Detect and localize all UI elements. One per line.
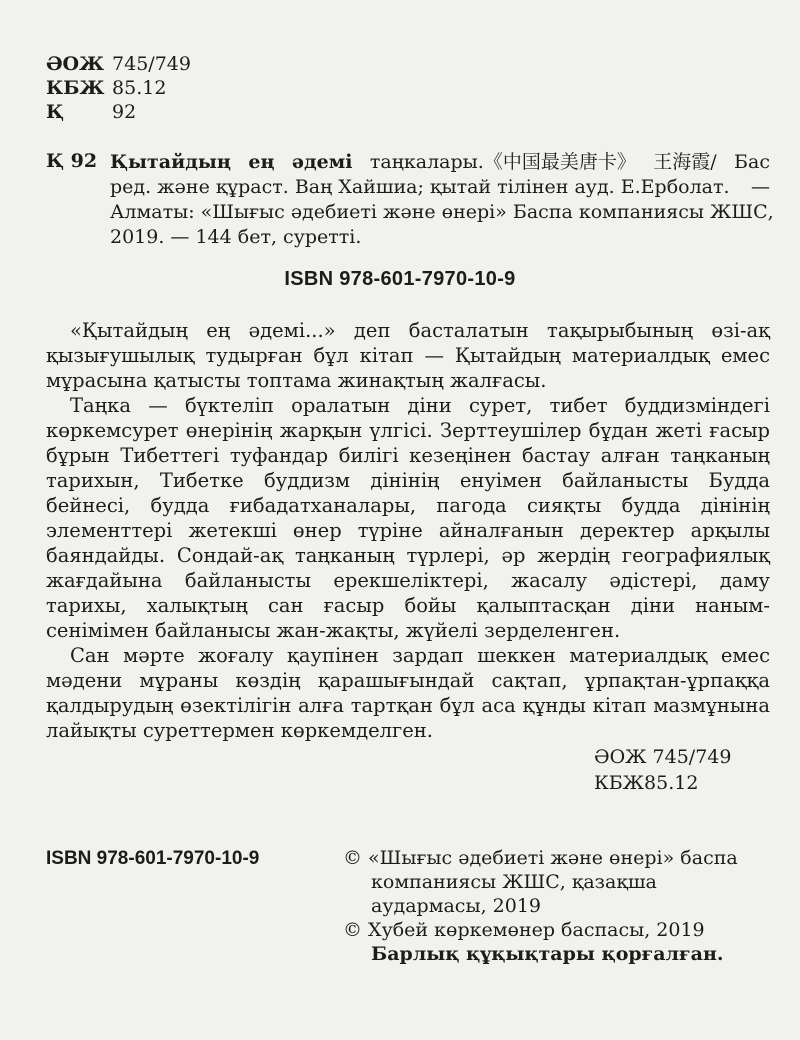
right-classification-codes <box>594 744 731 796</box>
isbn-main: ISBN 978-601-7970-10-9 <box>284 268 516 290</box>
copyright-line-1: © «Шығыс әдебиеті және өнері» баспа <box>343 847 738 869</box>
author-mark-row <box>46 100 191 124</box>
entry-line-2-text: ред. және құраст. Ваң Хайшиа; қытай тілінен ауд. Е.Ерболат. <box>110 176 730 198</box>
udk-row <box>46 52 191 76</box>
entry-title-word-2: ең <box>248 151 275 173</box>
rights-reserved: Барлық құқықтары қорғалған. <box>371 943 724 965</box>
udk-value: 745/749 <box>112 53 191 75</box>
entry-title-word-1: Қытайдың <box>110 151 231 173</box>
entry-line-3-text: Алматы: «Шығыс әдебиеті және өнері» Баспа компаниясы ЖШС, <box>110 201 774 223</box>
copyright-line-3: аудармасы, 2019 <box>371 895 541 917</box>
entry-line-1 <box>110 150 770 175</box>
entry-title-word-3: әдемі <box>291 151 353 173</box>
annotation-paragraph-3: Сан мәрте жоғалу қаупінен зардап шеккен материалдық емес мәдени мұраны көздің қарашығындай сақтап, ұрпақтан-ұрпаққа қалдырудың өзектілігін алға тартқан бұл аса құнды кітап мазмұнына лайықты суреттермен көркемделген. <box>46 644 770 742</box>
catalog-entry <box>110 150 774 250</box>
annotation-paragraph-2: Таңка — бүктеліп оралатын діни сурет, тибет буддизміндегі көркемсурет өнерінің жарқын үлгісі. Зерттеушілер бұдан жеті ғасыр бұрын Тибеттегі туфандар билігі кезеңінен бастау алған таңканың тарихын, Тибетке буддизм дінінің енуімен байланысты Будда бейнесі, будда ғибадатханалары, пагода сияқты будда дінінің элементтері жетекші өнер түріне айналғанын деректер арқылы баяндайды. Сондай-ақ таңканың түрлері, әр жердің географиялық жағдайына байланысты ерекшеліктері, жасалу әдістері, даму тарихы, халықтың сан ғасыр бойы қалыптасқан діни наным-сенімімен байланысы жан-жақты, жүйелі зерделенген. <box>46 394 770 642</box>
bbk-label: КБЖ <box>46 77 105 99</box>
bbk-value: 85.12 <box>112 77 167 99</box>
copyright-block <box>343 846 773 966</box>
udk-label: ӘОЖ <box>46 53 105 75</box>
entry-line-2 <box>110 175 770 200</box>
annotation-paragraph-1: «Қытайдың ең әдемі...» деп басталатын тақырыбының өзі-ақ қызығушылық тудырған бұл кітап — Қытайдың материалдық емес мұрасына қатысты топтама жинақтың жалғасы. <box>46 319 770 392</box>
entry-editor-start: Бас <box>734 151 770 173</box>
entry-author-cn: 王海霞/ <box>653 151 717 173</box>
classification-codes <box>46 52 191 124</box>
entry-line-4: 2019. — 144 бет, суретті. <box>110 226 362 248</box>
entry-author-mark: Қ 92 <box>46 150 98 172</box>
right-udk: ӘОЖ 745/749 <box>594 746 732 768</box>
annotation <box>46 318 770 743</box>
author-mark-value: 92 <box>112 101 137 123</box>
entry-title-word-4: таңкалары.《中国最美唐卡》 <box>369 151 636 173</box>
entry-line-2-dash: — <box>751 176 770 198</box>
bbk-row <box>46 76 191 100</box>
author-mark-label: Қ <box>46 101 64 123</box>
entry-line-3 <box>110 200 774 225</box>
copyright-line-2: компаниясы ЖШС, қазақша <box>371 871 657 893</box>
footer-isbn: ISBN 978-601-7970-10-9 <box>46 848 260 869</box>
copyright-line-4: © Хубей көркемөнер баспасы, 2019 <box>343 919 705 941</box>
right-bbk: КБЖ85.12 <box>594 772 699 794</box>
